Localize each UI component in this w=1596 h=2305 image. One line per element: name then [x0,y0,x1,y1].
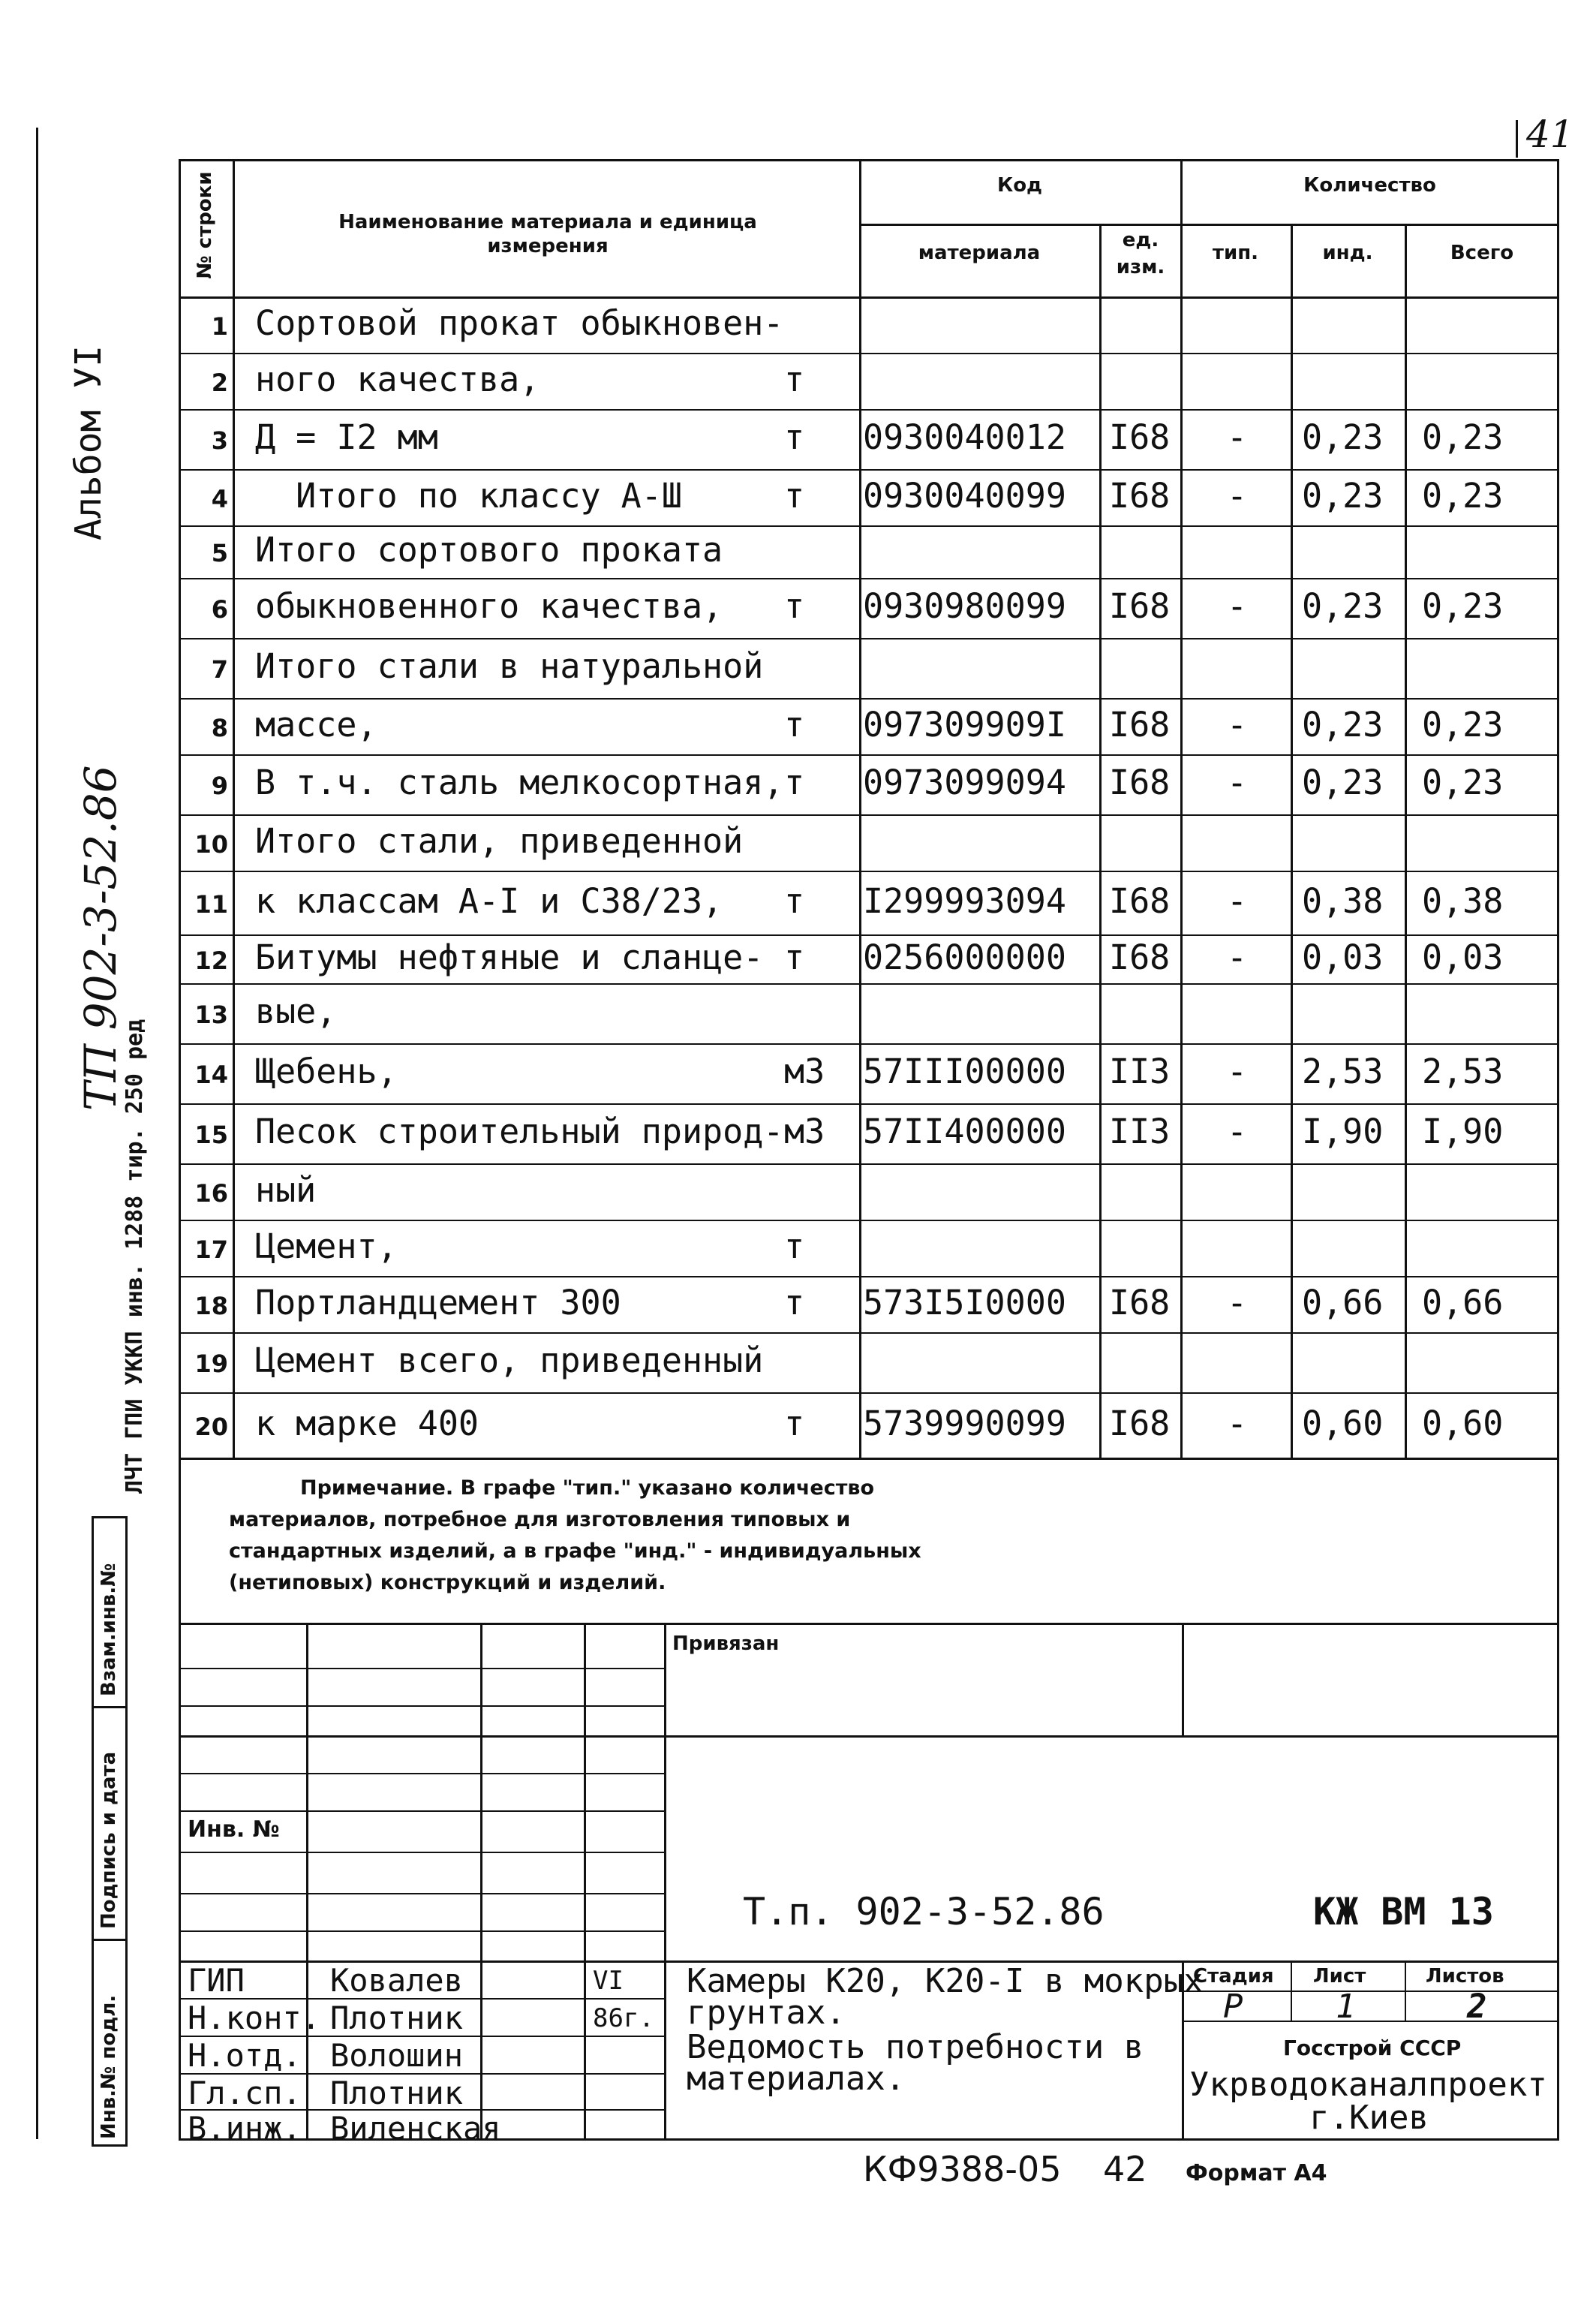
header-quantity: Количество [1303,174,1436,197]
page-number-mark [1516,120,1518,158]
stage-value: Р [1223,1988,1243,2026]
role-title: Н.отд. [188,2037,302,2074]
row-divider [179,983,1559,985]
material-code: 0930980099 [863,586,1066,626]
material-name: обыкновенного качества, [255,586,723,626]
role-name: Плотник [330,2075,464,2111]
material-unit: т [784,476,805,516]
unit-code: II3 [1109,1112,1171,1151]
qty-typical: - [1227,586,1248,626]
qty-individual: 2,53 [1302,1052,1384,1091]
format-label: Формат А4 [1186,2160,1327,2186]
org-city: г.Киев [1309,2099,1429,2137]
row-divider [179,1163,1559,1165]
material-name: к марке 400 [255,1404,479,1443]
material-unit: т [784,1226,805,1266]
unit-code: II3 [1109,1052,1171,1091]
title-line: Ведомость потребности в [687,2028,1144,2066]
header-name: Наименование материала и единица измерения [338,211,757,257]
header-code: Код [996,174,1043,197]
row-number: 13 [194,1001,228,1029]
album-label: Альбом УI [68,345,110,540]
role-title: Гл.сп. [188,2075,302,2111]
material-name: Д = I2 мм [255,417,438,457]
row-number: 18 [194,1292,228,1320]
qty-individual: 0,23 [1302,705,1384,745]
qty-total: 0,03 [1422,937,1504,977]
stage-label: Стадия [1193,1965,1274,1988]
row-divider [179,578,1559,579]
row-divider [179,698,1559,700]
qty-individual: 0,23 [1302,586,1384,626]
unit-code: I68 [1109,763,1171,802]
note-line: (нетиповых) конструкций и изделий. [229,1571,666,1594]
unit-code: I68 [1109,705,1171,745]
org-gosstroy: Госстрой СССР [1283,2036,1462,2060]
header-unit: ед. изм. [1116,229,1165,278]
qty-typical: - [1227,881,1248,921]
row-number: 17 [194,1235,228,1264]
row-number: 16 [194,1179,228,1208]
material-unit: т [784,937,805,977]
row-divider [179,871,1559,872]
material-unit: т [784,705,805,745]
qty-typical: - [1227,476,1248,516]
material-unit: м3 [784,1052,825,1091]
org-name: Укрводоканалпроект [1189,2066,1547,2104]
row-number: 12 [194,946,228,975]
unit-code: I68 [1109,586,1171,626]
row-number: 7 [211,655,228,684]
material-code: 0930040099 [863,476,1066,516]
row-number: 9 [211,772,228,800]
material-name: Песок строительный природ- [255,1112,784,1151]
qty-total: 0,23 [1422,586,1504,626]
qty-total: 0,23 [1422,476,1504,516]
qty-total: 0,23 [1422,705,1504,745]
header-row-no: № строки [194,171,216,279]
row-number: 5 [211,539,228,567]
row-number: 4 [211,485,228,513]
qty-typical: - [1227,937,1248,977]
header-tip: тип. [1212,242,1259,264]
qty-total: 0,23 [1422,417,1504,457]
row-divider [179,1103,1559,1105]
sheet-label: Лист [1313,1965,1366,1988]
material-code: 0973099094 [863,763,1066,802]
material-unit: т [784,417,805,457]
qty-individual: 0,38 [1302,881,1384,921]
qty-typical: - [1227,705,1248,745]
row-number: 14 [194,1061,228,1089]
privyazan-label: Привязан [672,1632,780,1655]
material-name: Итого стали в натуральной [255,646,764,686]
row-number: 19 [194,1350,228,1378]
material-name: Сортовой прокат обыкновен- [255,303,784,343]
row-number: 8 [211,714,228,742]
row-divider [179,469,1559,471]
qty-total: 0,66 [1422,1283,1504,1323]
row-divider [179,638,1559,639]
material-unit: т [784,763,805,802]
row-divider [179,1332,1559,1334]
role-name: Плотник [330,2000,464,2036]
unit-code: I68 [1109,417,1171,457]
material-name: ного качества, [255,360,540,399]
binding-line [36,128,38,2139]
material-code: I299993094 [863,881,1066,921]
header-material: материала [918,242,1041,264]
material-name: вые, [255,992,337,1031]
material-name: В т.ч. сталь мелкосортная, [255,763,784,802]
qty-typical: - [1227,1112,1248,1151]
replace-inv-box: Взам.инв.№ [98,1563,120,1696]
project-label: ТП 902-3-52.86 [75,765,126,1111]
inv-no-label: Инв. № [188,1816,280,1843]
qty-typical: - [1227,763,1248,802]
header-total: Всего [1450,242,1514,264]
row-divider [179,1043,1559,1045]
sheet-code: КЖ ВМ 13 [1313,1890,1494,1933]
material-name: ный [255,1170,317,1210]
sheets-value: 2 [1467,1988,1487,2026]
title-line: материалах. [687,2060,906,2098]
title-line: Камеры К20, К20-I в мокрых [687,1962,1204,2000]
material-unit: т [784,1283,805,1323]
material-name: Цемент, [255,1226,398,1266]
material-name: к классам А-I и С38/23, [255,881,723,921]
role-name: Виленская [330,2110,501,2147]
material-unit: т [784,881,805,921]
unit-code: I68 [1109,1404,1171,1443]
note-line: материалов, потребное для изготовления типовых и [229,1508,851,1531]
material-name: Итого по классу А-Ш [255,476,682,516]
qty-typical: - [1227,1052,1248,1091]
page-number: 41 [1526,113,1574,156]
role-title: ГИП [188,1962,245,1999]
row-divider [179,934,1559,936]
material-unit: т [784,1404,805,1443]
unit-code: I68 [1109,476,1171,516]
qty-individual: 0,23 [1302,763,1384,802]
sheets-label: Листов [1426,1965,1504,1988]
inventory-label: ЛЧТ ГПИ УККП инв. 1288 тир. 250 ред [122,1019,148,1494]
row-number: 15 [194,1121,228,1149]
row-divider [179,1392,1559,1394]
row-divider [179,754,1559,756]
row-divider [179,814,1559,816]
material-unit: м3 [784,1112,825,1151]
note-line: стандартных изделий, а в графе "инд." - индивидуальных [229,1539,921,1563]
material-unit: т [784,360,805,399]
material-name: Итого стали, приведенной [255,821,744,861]
sheet-value: 1 [1336,1988,1356,2026]
qty-typical: - [1227,1404,1248,1443]
row-number: 3 [211,426,228,455]
material-name: массе, [255,705,377,745]
material-code: 0930040012 [863,417,1066,457]
unit-code: I68 [1109,937,1171,977]
qty-typical: - [1227,417,1248,457]
row-number: 10 [194,830,228,859]
qty-total: 2,53 [1422,1052,1504,1091]
row-number: 2 [211,369,228,397]
row-number: 11 [194,890,228,919]
material-code: 097309909I [863,705,1066,745]
qty-individual: 0,60 [1302,1404,1384,1443]
material-code: 0256000000 [863,937,1066,977]
qty-individual: 0,23 [1302,417,1384,457]
row-divider [179,353,1559,354]
qty-individual: 0,23 [1302,476,1384,516]
material-name: Цемент всего, приведенный [255,1341,764,1380]
material-name: Битумы нефтяные и сланце- [255,937,764,977]
material-code: 573I5I0000 [863,1283,1066,1323]
role-date: 86г. [593,2003,654,2033]
header-ind: инд. [1322,242,1373,264]
material-code: 5739990099 [863,1404,1066,1443]
row-divider [179,525,1559,527]
role-title: В.инж. [188,2110,302,2147]
role-date: VI [593,1966,624,1996]
material-unit: т [784,586,805,626]
qty-individual: I,90 [1302,1112,1384,1151]
signature-date-box: Подпись и дата [98,1751,120,1929]
row-number: 6 [211,595,228,624]
qty-total: 0,60 [1422,1404,1504,1443]
footer-num: 42 [1103,2149,1147,2189]
row-divider [179,1276,1559,1277]
title-line: грунтах. [687,1994,846,2032]
role-name: Волошин [330,2037,464,2074]
material-code: 57III00000 [863,1052,1066,1091]
qty-total: I,90 [1422,1112,1504,1151]
role-title: Н.конт. [188,2000,321,2036]
row-number: 20 [194,1413,228,1441]
material-name: Портландцемент 300 [255,1283,621,1323]
material-name: Итого сортового проката [255,530,723,570]
role-name: Ковалев [330,1962,464,1999]
footer-code: КФ9388-05 [863,2149,1062,2189]
qty-total: 0,38 [1422,881,1504,921]
note-line: Примечание. В графе "тип." указано количество [300,1476,875,1500]
original-inv-box: Инв.№ подл. [98,1994,120,2139]
qty-typical: - [1227,1283,1248,1323]
qty-individual: 0,66 [1302,1283,1384,1323]
unit-code: I68 [1109,881,1171,921]
unit-code: I68 [1109,1283,1171,1323]
material-code: 57II400000 [863,1112,1066,1151]
qty-total: 0,23 [1422,763,1504,802]
material-name: Щебень, [255,1052,398,1091]
row-divider [179,409,1559,411]
row-divider [179,1220,1559,1221]
qty-individual: 0,03 [1302,937,1384,977]
row-number: 1 [211,312,228,341]
project-code: Т.п. 902-3-52.86 [743,1890,1105,1933]
